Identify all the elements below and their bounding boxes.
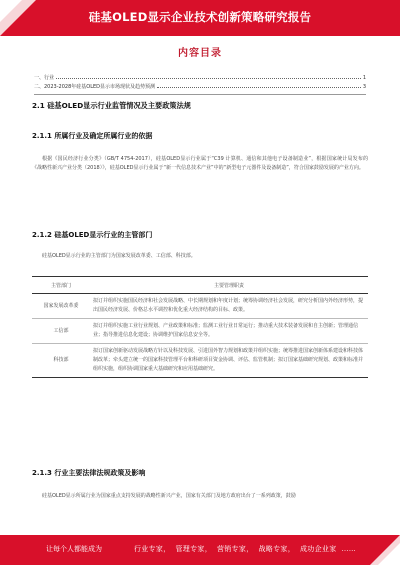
table-cell-dept: 工信部 [32,319,90,344]
table-header-row [32,277,368,294]
section-heading-2-1: 2.1 硅基OLED显示行业监管情况及主要政策法规 [32,101,191,110]
footer-tag: 管理专家， [175,545,212,553]
table-cell-duty: 拟订国家创新驱动发展战略方针以及科技发展、引进国外智力规划和政策并组织实施；统筹推进国家创新体系建设和科技体制改革；牵头建立统一的国家科技管理平台和科研项目资金协调、评估、监管机制；拟订国家基础研究规划、政策和标准并组织实施，组织协调国家重大基础研究和应用基础研究。 [90,344,368,378]
paragraph-industry-basis: 根据《国民经济行业分类》（GB/T 4754-2017），硅基OLED显示行业属于“C39 计算机、通信和其他电子设备制造业”，根据国家统计局发布的《战略性新兴产业分类（2018）》，硅基OLED显示行业属于“新一代信息技术产业”中的“新型电子元器件及设备制造”，符合国家鼓励发展的产业方向。 [32,156,368,171]
footer-tag: 战略专家， [258,545,295,553]
table-row [32,344,368,378]
toc-entry-2[interactable] [34,83,366,90]
footer-tag: 营销专家， [217,545,254,553]
toc-entry-1[interactable] [34,74,366,81]
section-heading-2-1-2: 2.1.2 硅基OLED显示行业的主管部门 [32,231,153,239]
paragraph-authorities: 硅基OLED显示行业的主管部门为国家发展改革委、工信部、科技部。 [42,253,196,259]
table-cell-duty: 拟订并组织实施国民经济和社会发展战略、中长期规划和年度计划；统筹协调经济社会发展，研究分析国内外经济形势，提出国民经济发展、价格总水平调控和优化重大经济结构的目标、政策。 [90,294,368,319]
authorities-table [32,276,368,378]
footer-tags [134,544,361,554]
toc-entry-page: 3 [362,84,366,90]
toc-leader-dots [56,74,361,79]
footer-decoration-inner [378,543,400,565]
toc-entry-label: 一、行业 [34,75,55,81]
toc-heading: 内容目录 [178,48,222,59]
section-heading-2-1-3: 2.1.3 行业主要法律法规政策及影响 [32,469,146,477]
toc-entry-label: 二、2023-2028年硅基OLED显示市场现状及趋势预测 [34,84,155,90]
table-row [32,294,368,319]
header-band [0,0,400,36]
paragraph-laws-policies: 硅基OLED显示所属行业为国家重点支持发展的战略性新兴产业，国家有关部门及地方政府出台了一系列政策，鼓励 [42,493,296,499]
document-title: 硅基OLED显示企业技术创新策略研究报告 [88,10,312,24]
section-heading-2-1-1: 2.1.1 所属行业及确定所属行业的依据 [32,132,153,140]
toc-leader-dots [157,83,361,88]
table-header-dept: 主管部门 [32,277,90,294]
footer-tag: 行业专家， [134,545,171,553]
table-header-duty: 主要管理职责 [90,277,368,294]
footer-ellipsis: …… [341,545,357,553]
footer-slogan: 让每个人都能成为 [46,545,102,553]
footer-tag: 成功企业家 [300,545,337,553]
table-cell-dept: 科技部 [32,344,90,378]
toc-entry-page: 1 [362,75,366,81]
table-cell-duty: 拟订并组织实施工业行业规划、产业政策和标准；监测工业行业日常运行；推动重大技术装备发展和自主创新；管理通信业；指导推进信息化建设；协调维护国家信息安全等。 [90,319,368,344]
table-cell-dept: 国家发展改革委 [32,294,90,319]
table-row [32,319,368,344]
footer-band [0,535,400,565]
toc-divider [34,94,366,95]
